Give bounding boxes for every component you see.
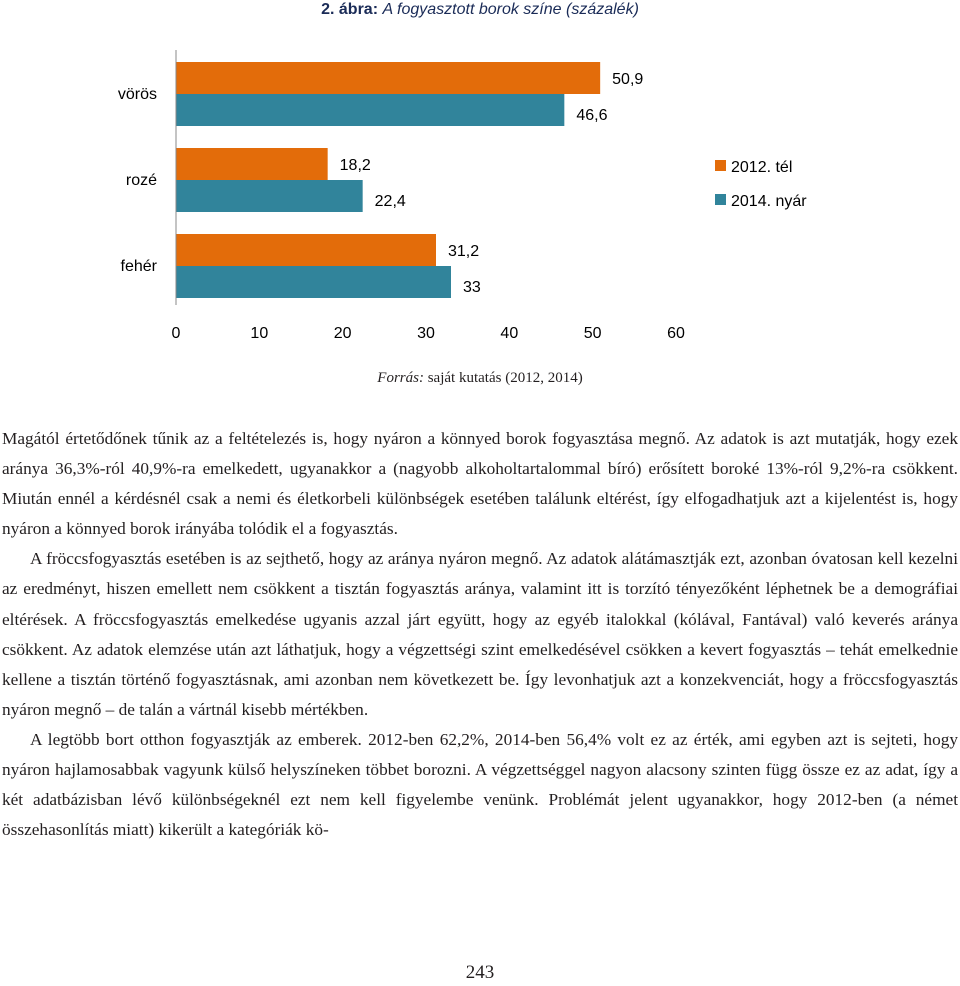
bar xyxy=(176,62,600,94)
data-label: 50,9 xyxy=(612,71,644,88)
legend-swatch xyxy=(715,194,726,205)
x-tick-label: 10 xyxy=(250,325,269,342)
bar xyxy=(176,94,564,126)
x-tick-label: 0 xyxy=(171,325,181,342)
data-label: 46,6 xyxy=(576,107,608,124)
paragraph-3: A legtöbb bort otthon fogyasztják az emberek. 2012-ben 62,2%, 2014-ben 56,4% volt ez az érték, ami egyben azt is sejteti, hogy nyáron hajlamosabbak vagyunk külső helyszíneken többet borozni. A végzettséggel nagyon alacsony szinten függ össze ez az adat, így a két adatbázisban lévő különbségeknél ezt nem kell figyelembe venünk. Problémát jelent ugyanakkor, hogy 2012-ben (a német összehasonlítás miatt) kikerült a kategóriák kö- xyxy=(2,729,958,840)
category-label: rozé xyxy=(125,172,157,189)
figure-title xyxy=(0,0,960,20)
x-tick-label: 30 xyxy=(417,325,435,342)
category-label: fehér xyxy=(120,258,157,275)
data-label: 33 xyxy=(463,279,481,296)
x-tick-label: 40 xyxy=(500,325,519,342)
source-text: saját kutatás (2012, 2014) xyxy=(423,370,583,386)
category-label: vörös xyxy=(117,86,157,103)
figure-caption: A fogyasztott borok színe (százalék) xyxy=(382,1,639,18)
data-label: 22,4 xyxy=(374,193,406,210)
figure-source xyxy=(0,370,960,387)
bar xyxy=(176,180,363,212)
page-number: 243 xyxy=(465,962,495,983)
x-tick-label: 50 xyxy=(583,325,602,342)
x-tick-label: 20 xyxy=(333,325,352,342)
source-label: Forrás: xyxy=(377,370,424,386)
legend-label: 2014. nyár xyxy=(731,193,807,210)
bar xyxy=(176,266,451,298)
body-text xyxy=(2,424,958,845)
bar xyxy=(176,234,436,266)
figure-number: 2. ábra: xyxy=(321,1,379,18)
legend-swatch xyxy=(715,160,726,171)
bar-chart xyxy=(0,30,960,350)
legend-label: 2012. tél xyxy=(731,159,793,176)
paragraph-1: Magától értetődőnek tűnik az a feltételezés is, hogy nyáron a könnyed borok fogyasztása megnő. Az adatok is azt mutatják, hogy ezek aránya 36,3%-ról 40,9%-ra emelkedett, ugyanakkor a (nagyobb alkoholtartalommal bíró) erősített boroké 13%-ról 9,2%-ra csökkent. Miután ennél a kérdésnél csak a nemi és életkorbeli különbségek esetében találunk eltérést, így elfogadhatjuk azt a kijelentést is, hogy nyáron a könnyed borok irányába tolódik el a fogyasztás. xyxy=(2,429,958,539)
bar xyxy=(176,148,328,180)
data-label: 31,2 xyxy=(448,243,480,260)
data-label: 18,2 xyxy=(339,157,371,174)
x-tick-label: 60 xyxy=(667,325,685,342)
paragraph-2: A fröccsfogyasztás esetében is az sejthető, hogy az aránya nyáron megnő. Az adatok alátámasztják ezt, azonban óvatosan kell kezelni az eredményt, hiszen emellett nem csökkent a tisztán fogyasztás aránya, valamint itt is torzító tényezőként léphetnek be a demográfiai eltérések. A fröccsfogyasztás emelkedése ugyanis azzal járt együtt, hogy az egyéb italokkal (kólával, Fantával) való keverés aránya csökkent. Az adatok elemzése után azt láthatjuk, hogy a végzettségi szint emelkedésével csökken a kevert fogyasztás – tehát emelkednie kellene a tisztán történő fogyasztásnak, ami azonban nem következett be. Így levonhatjuk azt a konzekvenciát, hogy a fröccsfogyasztás nyáron megnő – de talán a vártnál kisebb mértékben. xyxy=(2,549,958,719)
